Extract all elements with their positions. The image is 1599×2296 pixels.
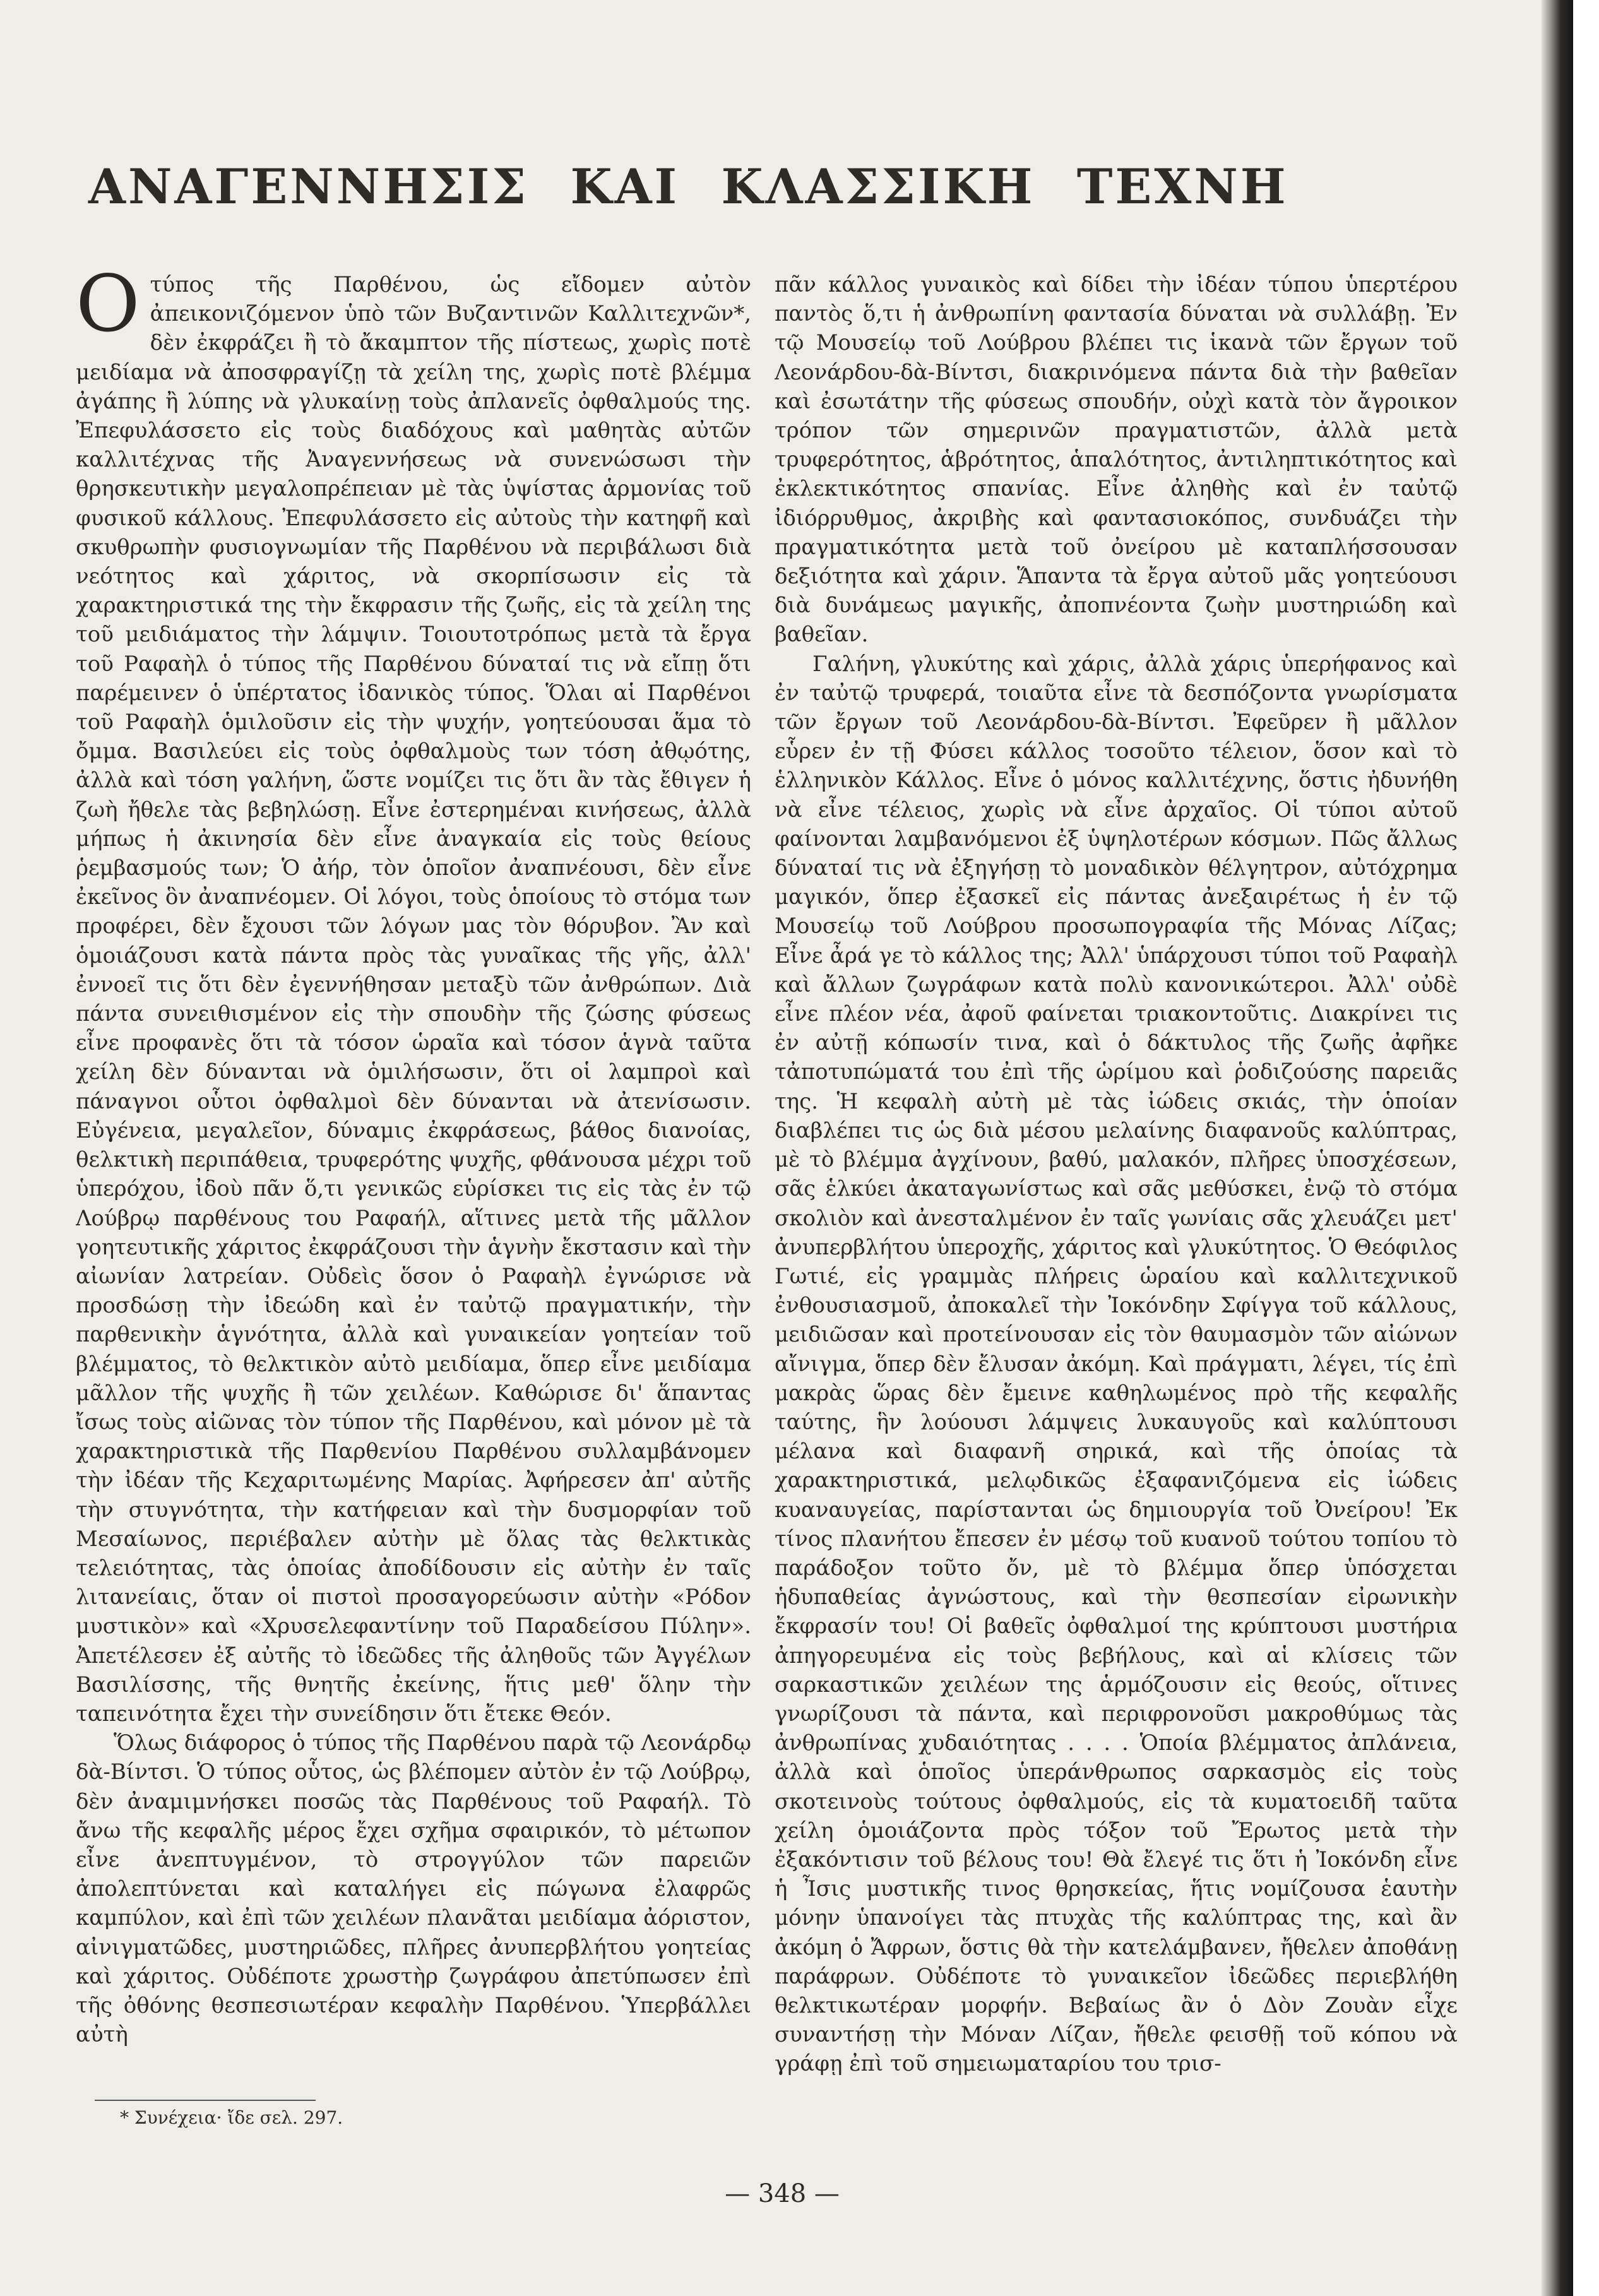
drop-cap: Ο bbox=[76, 270, 140, 350]
paragraph-3: πᾶν κάλλος γυναικὸς καὶ δίδει τὴν ἰδέαν τύπου ὑπερτέρου παντὸς ὅ,τι ἡ ἀνθρωπίνη φαντασία δύναται νὰ συλλάβῃ. Ἐν τῷ Μουσείῳ τοῦ Λούβρου βλέπει τις ἱκανὰ τῶν ἔργων τοῦ Λεονάρδου-δὰ-Βίντσι, διακρινόμενα πάντα διὰ τὴν βαθεῖαν καὶ ἐσωτάτην τῆς φύσεως σπουδήν, οὐχὶ κατὰ τὸν ἄγροικον τρόπον τῶν σημερινῶν πραγματιστῶν, ἀλλὰ μετὰ τρυφερότητος, ἁβρότητος, ἁπαλότητος, ἀντιληπτικότητος καὶ ἐκλεκτικότητος σπανίας. Εἶνε ἀληθὴς καὶ ἐν ταὐτῷ ἰδιόρρυθμος, ἀκριβὴς καὶ φαντασιοκόπος, συνδυάζει τὴν πραγματικότητα μετὰ τοῦ ὀνείρου μὲ καταπλήσσουσαν δεξιότητα καὶ χάριν. Ἅπαντα τὰ ἔργα αὐτοῦ μᾶς γοητεύουσι διὰ δυνάμεως μαγικῆς, ἀποπνέοντα ζωὴν μυστηριώδη καὶ βαθεῖαν. bbox=[775, 272, 1458, 648]
left-column bbox=[76, 270, 751, 2095]
footnote: * Συνέχεια· ἴδε σελ. 297. bbox=[120, 2107, 343, 2128]
book-spine-shadow bbox=[1542, 0, 1573, 2296]
page-number: — 348 — bbox=[725, 2179, 840, 2208]
paragraph-1 bbox=[76, 270, 751, 1728]
paragraph-4: Γαλήνη, γλυκύτης καὶ χάρις, ἀλλὰ χάρις ὑπερήφανος καὶ ἐν ταὐτῷ τρυφερά, τοιαῦτα εἶνε τὰ δεσπόζοντα γνωρίσματα τῶν ἔργων τοῦ Λεονάρδου-δὰ-Βίντσι. Ἐφεῦρεν ἢ μᾶλλον εὗρεν ἐν τῇ Φύσει κάλλος τοσοῦτο τέλειον, ὅσον καὶ τὸ ἑλληνικὸν Κάλλος. Εἶνε ὁ μόνος καλλιτέχνης, ὅστις ἠδυνήθη νὰ εἶνε τέλειος, χωρὶς νὰ εἶνε ἀρχαῖος. Οἱ τύποι αὐτοῦ φαίνονται λαμβανόμενοι ἐξ ὑψηλοτέρων κόσμων. Πῶς ἄλλως δύναταί τις νὰ ἐξηγήσῃ τὸ μοναδικὸν θέλγητρον, αὐτόχρημα μαγικόν, ὅπερ ἐξασκεῖ εἰς πάντας ἀνεξαιρέτως ἡ ἐν τῷ Μουσείῳ τοῦ Λούβρου προσωπογραφία τῆς Μόνας Λίζας; Εἶνε ἆρά γε τὸ κάλλος της; Ἀλλ' ὑπάρχουσι τύποι τοῦ Ραφαὴλ καὶ ἄλλων ζωγράφων κατὰ πολὺ κανονικώτεροι. Ἀλλ' οὐδὲ εἶνε πλέον νέα, ἀφοῦ φαίνεται τριακοντοῦτις. Διακρίνει τις ἐν αὐτῇ κόπωσίν τινα, καὶ ὁ δάκτυλος τῆς ζωῆς ἀφῆκε τἀποτυπώματά του ἐπὶ τῆς ὡρίμου καὶ ῥοδιζούσης παρειᾶς της. Ἡ κεφαλὴ αὐτὴ μὲ τὰς ἰώδεις σκιάς, τὴν ὁποίαν διαβλέπει τις ὡς διὰ μέσου μελαίνης διαφανοῦς καλύπτρας, μὲ τὸ βλέμμα ἀγχίνουν, βαθύ, μαλακόν, πλῆρες ὑποσχέσεων, σᾶς ἑλκύει ἀκαταγωνίστως καὶ σᾶς μεθύσκει, ἐνῷ τὸ στόμα σκολιὸν καὶ ἀνεσταλμένον ἐν ταῖς γωνίαις σᾶς χλευάζει μετ' ἀνυπερβλήτου ὑπεροχῆς, χάριτος καὶ γλυκύτητος. Ὁ Θεόφιλος Γωτιέ, εἰς γραμμὰς πλήρεις ὡραίου καὶ καλλιτεχνικοῦ ἐνθουσιασμοῦ, ἀποκαλεῖ τὴν Ἰοκόνδην Σφίγγα τοῦ κάλλους, μειδιῶσαν καὶ προτείνουσαν εἰς τὸν θαυμασμὸν τῶν αἰώνων αἴνιγμα, ὅπερ δὲν ἔλυσαν ἀκόμη. Καὶ πράγματι, λέγει, τίς ἐπὶ μακρὰς ὥρας δὲν ἔμεινε καθηλωμένος πρὸ τῆς κεφαλῆς ταύτης, ἣν λούουσι λάμψεις λυκαυγοῦς καὶ καλύπτουσι μέλανα καὶ διαφανῆ σηρικά, καὶ τῆς ὁποίας τὰ χαρακτηριστικά, μελῳδικῶς ἐξαφανιζόμενα εἰς ἰώδεις κυαναυγείας, παρίστανται ὡς δημιουργία τοῦ Ὀνείρου! Ἐκ τίνος πλανήτου ἔπεσεν ἐν μέσῳ τοῦ κυανοῦ τούτου τοπίου τὸ παράδοξον τοῦτο ὄν, μὲ τὸ βλέμμα ὅπερ ὑπόσχεται ἡδυπαθείας ἀγνώστους, καὶ τὴν θεσπεσίαν εἰρωνικὴν ἔκφρασίν του! Οἱ βαθεῖς ὀφθαλμοί της κρύπτουσι μυστήρια ἀπηγορευμένα εἰς τοὺς βεβήλους, καὶ αἱ κλίσεις τῶν σαρκαστικῶν χειλέων της ἁρμόζουσιν εἰς θεούς, οἵτινες γνωρίζουσι τὰ πάντα, καὶ περιφρονοῦσι μακροθύμως τὰς ἀνθρωπίνας χυδαιότητας . . . . Ὁποία βλέμματος ἀπλάνεια, ἀλλὰ καὶ ὁποῖος ὑπεράνθρωπος σαρκασμὸς εἰς τοὺς σκοτεινοὺς τούτους ὀφθαλμούς, εἰς τὰ κυματοειδῆ ταῦτα χείλη ὁμοιάζοντα πρὸς τόξον τοῦ Ἔρωτος μετὰ τὴν ἐξακόντισιν τοῦ βέλους του! Θὰ ἔλεγέ τις ὅτι ἡ Ἰοκόνδη εἶνε ἡ Ἶσις μυστικῆς τινος θρησκείας, ἥτις νομίζουσα ἑαυτὴν μόνην ὑπανοίγει τὰς πτυχὰς τῆς καλύπτρας της, καὶ ἂν ἀκόμη ὁ Ἄφρων, ὅστις θὰ τὴν κατελάμβανεν, ἤθελεν ἀποθάνῃ παράφρων. Οὐδέποτε τὸ γυναικεῖον ἰδεῶδες περιεβλήθη θελκτικωτέραν μορφήν. Βεβαίως ἂν ὁ Δὸν Ζουὰν εἶχε συναντήσῃ τὴν Μόναν Λίζαν, ἤθελε φεισθῇ τοῦ κόπου νὰ γράφῃ ἐπὶ τοῦ σημειωματαρίου του τρισ- bbox=[775, 651, 1458, 2077]
paragraph-1-text: τύπος τῆς Παρθένου, ὡς εἴδομεν αὐτὸν ἀπεικονιζόμενον ὑπὸ τῶν Βυζαντινῶν Καλλιτεχνῶν*, δὲν ἐκφράζει ἢ τὸ ἄκαμπτον τῆς πίστεως, χωρὶς ποτὲ μειδίαμα νὰ ἀποσφραγίζῃ τὰ χείλη της, χωρὶς ποτὲ βλέμμα ἀγάπης ἢ λύπης νὰ γλυκαίνῃ τοὺς ἀπλανεῖς ὀφθαλμούς της. Ἐπεφυλάσσετο εἰς τοὺς διαδόχους καὶ μαθητὰς αὐτῶν καλλιτέχνας τῆς Ἀναγεννήσεως νὰ συνενώσωσι τὴν θρησκευτικὴν μεγαλοπρέπειαν μὲ τὰς ὑψίστας ἁρμονίας τοῦ φυσικοῦ κάλλους. Ἐπεφυλάσσετο εἰς αὐτοὺς τὴν κατηφῆ καὶ σκυθρωπὴν φυσιογνωμίαν τῆς Παρθένου νὰ περιβάλωσι διὰ νεότητος καὶ χάριτος, νὰ σκορπίσωσιν εἰς τὰ χαρακτηριστικά της τὴν ἔκφρασιν τῆς ζωῆς, εἰς τὰ χείλη της τοῦ μειδιάματος τὴν λάμψιν. Τοιουτοτρόπως μετὰ τὰ ἔργα τοῦ Ραφαὴλ ὁ τύπος τῆς Παρθένου δύναταί τις νὰ εἴπῃ ὅτι παρέμεινεν ὁ ὑπέρτατος ἰδανικὸς τύπος. Ὅλαι αἱ Παρθένοι τοῦ Ραφαὴλ ὁμιλοῦσιν εἰς τὴν ψυχήν, γοητεύουσαι ἅμα τὸ ὄμμα. Βασιλεύει εἰς τοὺς ὀφθαλμοὺς των τόση ἀθῳότης, ἀλλὰ καὶ τόση γαλήνη, ὥστε νομίζει τις ὅτι ἂν τὰς ἔθιγεν ἡ ζωὴ ἤθελε τὰς βεβηλώσῃ. Εἶνε ἐστερημέναι κινήσεως, ἀλλὰ μήπως ἡ ἀκινησία δὲν εἶνε ἀναγκαία εἰς τοὺς θείους ῥεμβασμούς των; Ὁ ἀήρ, τὸν ὁποῖον ἀναπνέουσι, δὲν εἶνε ἐκεῖνος ὃν ἀναπνέομεν. Οἱ λόγοι, τοὺς ὁποίους τὸ στόμα των προφέρει, δὲν ἔχουσι τῶν λόγων μας τὸν θόρυβον. Ἂν καὶ ὁμοιάζουσι κατὰ πάντα πρὸς τὰς γυναῖκας τῆς γῆς, ἀλλ' ἐννοεῖ τις ὅτι δὲν ἐγεννήθησαν μεταξὺ τῶν ἀνθρώπων. Διὰ πάντα συνειθισμένον εἰς τὴν σπουδὴν τῆς ζώσης φύσεως εἶνε προφανὲς ὅτι τὰ τόσον ὡραῖα καὶ τόσον ἁγνὰ ταῦτα χείλη δὲν δύνανται νὰ ὁμιλήσωσιν, ὅτι οἱ λαμπροὶ καὶ πάναγνοι οὗτοι ὀφθαλμοὶ δὲν δύνανται νὰ ἀτενίσωσιν. Εὐγένεια, μεγαλεῖον, δύναμις ἐκφράσεως, βάθος διανοίας, θελκτικὴ περιπάθεια, τρυφερότης ψυχῆς, φθάνουσα μέχρι τοῦ ὑπερόχου, ἰδοὺ πᾶν ὅ,τι γενικῶς εὑρίσκει τις εἰς τὰς ἐν τῷ Λούβρῳ παρθένους του Ραφαήλ, αἵτινες μετὰ τῆς μᾶλλον γοητευτικῆς χάριτος ἐκφράζουσι τὴν ἁγνὴν ἔκστασιν καὶ τὴν αἰωνίαν λατρείαν. Οὐδεὶς ὅσον ὁ Ραφαὴλ ἐγνώρισε νὰ προσδώσῃ τὴν ἰδεώδη καὶ ἐν ταὐτῷ πραγματικήν, τὴν παρθενικὴν ἁγνότητα, ἀλλὰ καὶ γυναικείαν γοητείαν τοῦ βλέμματος, τὸ θελκτικὸν αὐτὸ μειδίαμα, ὅπερ εἶνε μειδίαμα μᾶλλον τῆς ψυχῆς ἢ τῶν χειλέων. Καθώρισε δι' ἅπαντας ἴσως τοὺς αἰῶνας τὸν τύπον τῆς Παρθένου, καὶ μόνον μὲ τὰ χαρακτηριστικὰ τῆς Παρθενίου Παρθένου συλλαμβάνομεν τὴν ἰδέαν τῆς Κεχαριτωμένης Μαρίας. Ἀφήρεσεν ἀπ' αὐτῆς τὴν στυγνότητα, τὴν κατήφειαν καὶ τὴν δυσμορφίαν τοῦ Μεσαίωνος, περιέβαλεν αὐτὴν μὲ ὅλας τὰς θελκτικὰς τελειότητας, τὰς ὁποίας ἀποδίδουσιν εἰς αὐτὴν ἐν ταῖς λιτανείαις, ὅταν οἱ πιστοὶ προσαγορεύωσιν αὐτὴν «Ρόδον μυστικὸν» καὶ «Χρυσελεφαντίνην τοῦ Παραδείσου Πύλην». Ἀπετέλεσεν ἐξ αὐτῆς τὸ ἰδεῶδες τῆς ἀληθοῦς τῶν Ἀγγέλων Βασιλίσσης, τῆς θνητῆς ἐκείνης, ἥτις μεθ' ὅλην τὴν ταπεινότητα ἔχει τὴν συνείδησιν ὅτι ἔτεκε Θεόν. bbox=[76, 272, 751, 1727]
article-title: ΑΝΑΓΕΝΝΗΣΙΣ ΚΑΙ ΚΛΑΣΣΙΚΗ ΤΕΧΝΗ bbox=[88, 158, 1288, 215]
right-column bbox=[775, 270, 1458, 2164]
paragraph-2: Ὅλως διάφορος ὁ τύπος τῆς Παρθένου παρὰ τῷ Λεονάρδῳ δὰ-Βίντσι. Ὁ τύπος οὗτος, ὡς βλέπομεν αὐτὸν ἐν τῷ Λούβρῳ, δὲν ἀναμιμνήσκει ποσῶς τὰς Παρθένους τοῦ Ραφαήλ. Τὸ ἄνω τῆς κεφαλῆς μέρος ἔχει σχῆμα σφαιρικόν, τὸ μέτωπον εἶνε ἀνεπτυγμένον, τὸ στρογγύλον τῶν παρειῶν ἀπολεπτύνεται καὶ καταλήγει εἰς πώγωνα ἐλαφρῶς καμπύλον, καὶ ἐπὶ τῶν χειλέων πλανᾶται μειδίαμα ἀόριστον, αἰνιγματῶδες, μυστηριῶδες, πλῆρες ἀνυπερβλήτου γοητείας καὶ χάριτος. Οὐδέποτε χρωστὴρ ζωγράφου ἀπετύπωσεν ἐπὶ τῆς ὀθόνης θεσπεσιωτέραν κεφαλὴν Παρθένου. Ὑπερβάλλει αὐτὴ bbox=[76, 1730, 751, 2048]
footnote-divider bbox=[95, 2100, 316, 2101]
